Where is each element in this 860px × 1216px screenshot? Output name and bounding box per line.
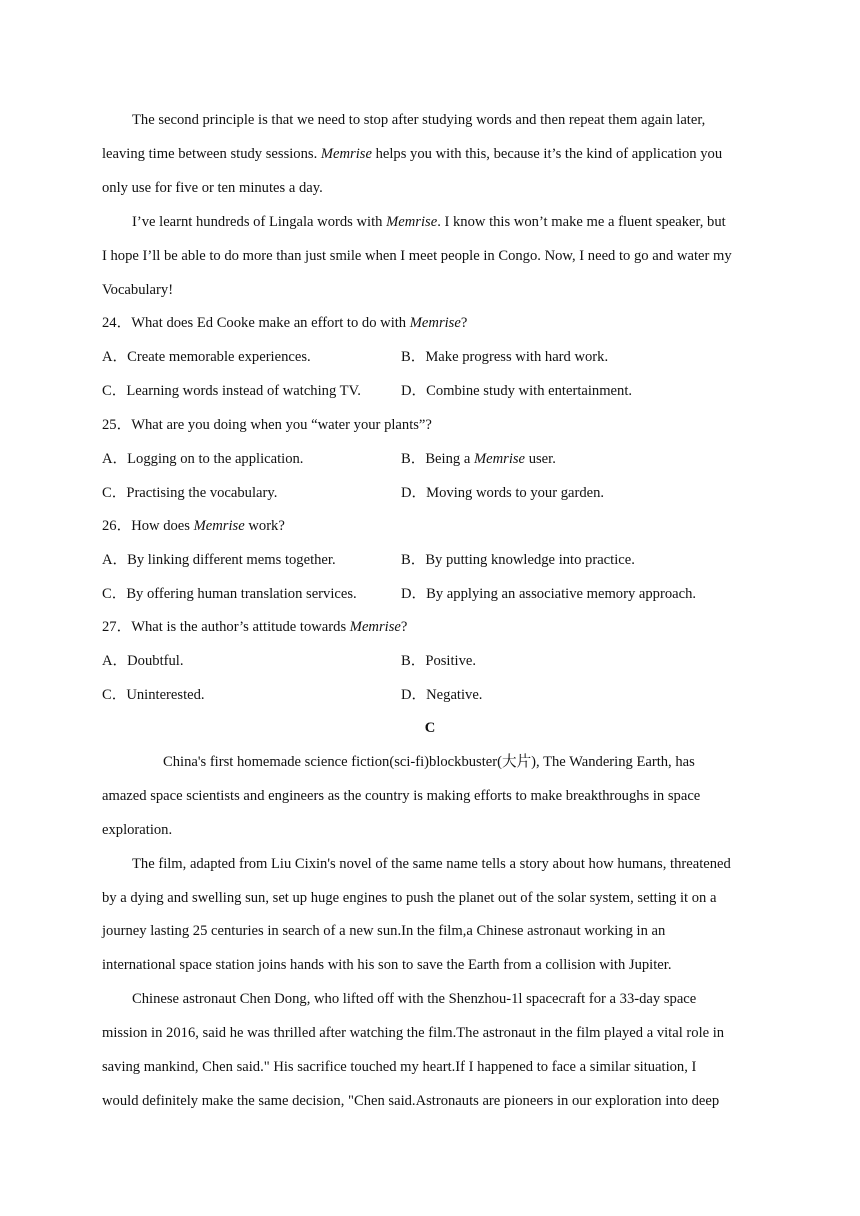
option-b: B．Make progress with hard work. xyxy=(401,349,609,365)
option-d: D．By applying an associative memory approach. xyxy=(401,586,697,602)
option-c: C．Uninterested. xyxy=(102,687,205,703)
passage-line: The film, adapted from Liu Cixin's novel of the same name tells a story about how humans, threatened xyxy=(132,856,731,872)
section-heading: C xyxy=(424,720,436,736)
passage-line: Chinese astronaut Chen Dong, who lifted off with the Shenzhou-1l spacecraft for a 33-day space xyxy=(132,991,697,1007)
app-name: Memrise xyxy=(320,146,372,162)
option-c: C．Practising the vocabulary. xyxy=(102,485,278,501)
option-a: A．Logging on to the application. xyxy=(102,451,304,467)
app-name: Memrise xyxy=(473,451,526,467)
option-c: C．By offering human translation services. xyxy=(102,586,357,602)
question-stem: 24．What does Ed Cooke make an effort to do with Memrise? xyxy=(102,315,468,331)
option-d: D．Negative. xyxy=(401,687,483,703)
option-a: A．Create memorable experiences. xyxy=(102,349,311,365)
app-name: Memrise xyxy=(409,315,461,331)
passage-line: I’ve learnt hundreds of Lingala words with Memrise. I know this won’t make me a fluent speaker, but xyxy=(132,214,726,230)
passage-line: by a dying and swelling sun, set up huge engines to push the planet out of the solar system, setting it on a xyxy=(102,890,717,906)
passage-line: exploration. xyxy=(102,822,173,838)
option-d: D．Moving words to your garden. xyxy=(401,485,605,501)
app-name: Memrise xyxy=(193,518,245,534)
question-stem: 25．What are you doing when you “water your plants”? xyxy=(102,417,432,433)
option-a: A．By linking different mems together. xyxy=(102,552,336,568)
passage-line: China's first homemade science fiction(sci-fi)blockbuster(大片), The Wandering Earth, has xyxy=(163,754,695,770)
passage-line: only use for five or ten minutes a day. xyxy=(102,180,323,196)
option-b: B．Positive. xyxy=(401,653,477,669)
passage-line: amazed space scientists and engineers as the country is making efforts to make breakthroughs in space xyxy=(102,788,701,804)
passage-line: I hope I’ll be able to do more than just smile when I meet people in Congo. Now, I need to go and water my xyxy=(102,248,732,264)
option-d: D．Combine study with entertainment. xyxy=(401,383,633,399)
passage-line: journey lasting 25 centuries in search of a new sun.In the film,a Chinese astronaut working in an xyxy=(102,923,666,939)
option-a: A．Doubtful. xyxy=(102,653,184,669)
app-name: Memrise xyxy=(349,619,401,635)
option-b: B．By putting knowledge into practice. xyxy=(401,552,635,568)
question-stem: 26．How does Memrise work? xyxy=(102,518,285,534)
passage-line: mission in 2016, said he was thrilled after watching the film.The astronaut in the film played a vital role in xyxy=(102,1025,725,1041)
passage-line: international space station joins hands with his son to save the Earth from a collision with Jupiter. xyxy=(102,957,672,973)
passage-line: saving mankind, Chen said." His sacrifice touched my heart.If I happened to face a similar situation, I xyxy=(102,1059,697,1075)
passage-line: The second principle is that we need to stop after studying words and then repeat them again later, xyxy=(132,112,706,128)
app-name: Memrise xyxy=(386,214,438,230)
option-b: B．Being a Memrise user. xyxy=(401,451,556,467)
passage-line: would definitely make the same decision, "Chen said.Astronauts are pioneers in our exploration into deep xyxy=(102,1093,720,1109)
option-c: C．Learning words instead of watching TV. xyxy=(102,383,361,399)
passage-line: Vocabulary! xyxy=(102,282,174,298)
passage-line: leaving time between study sessions. Memrise helps you with this, because it’s the kind of application you xyxy=(102,146,723,162)
question-stem: 27．What is the author’s attitude towards Memrise? xyxy=(102,619,408,635)
